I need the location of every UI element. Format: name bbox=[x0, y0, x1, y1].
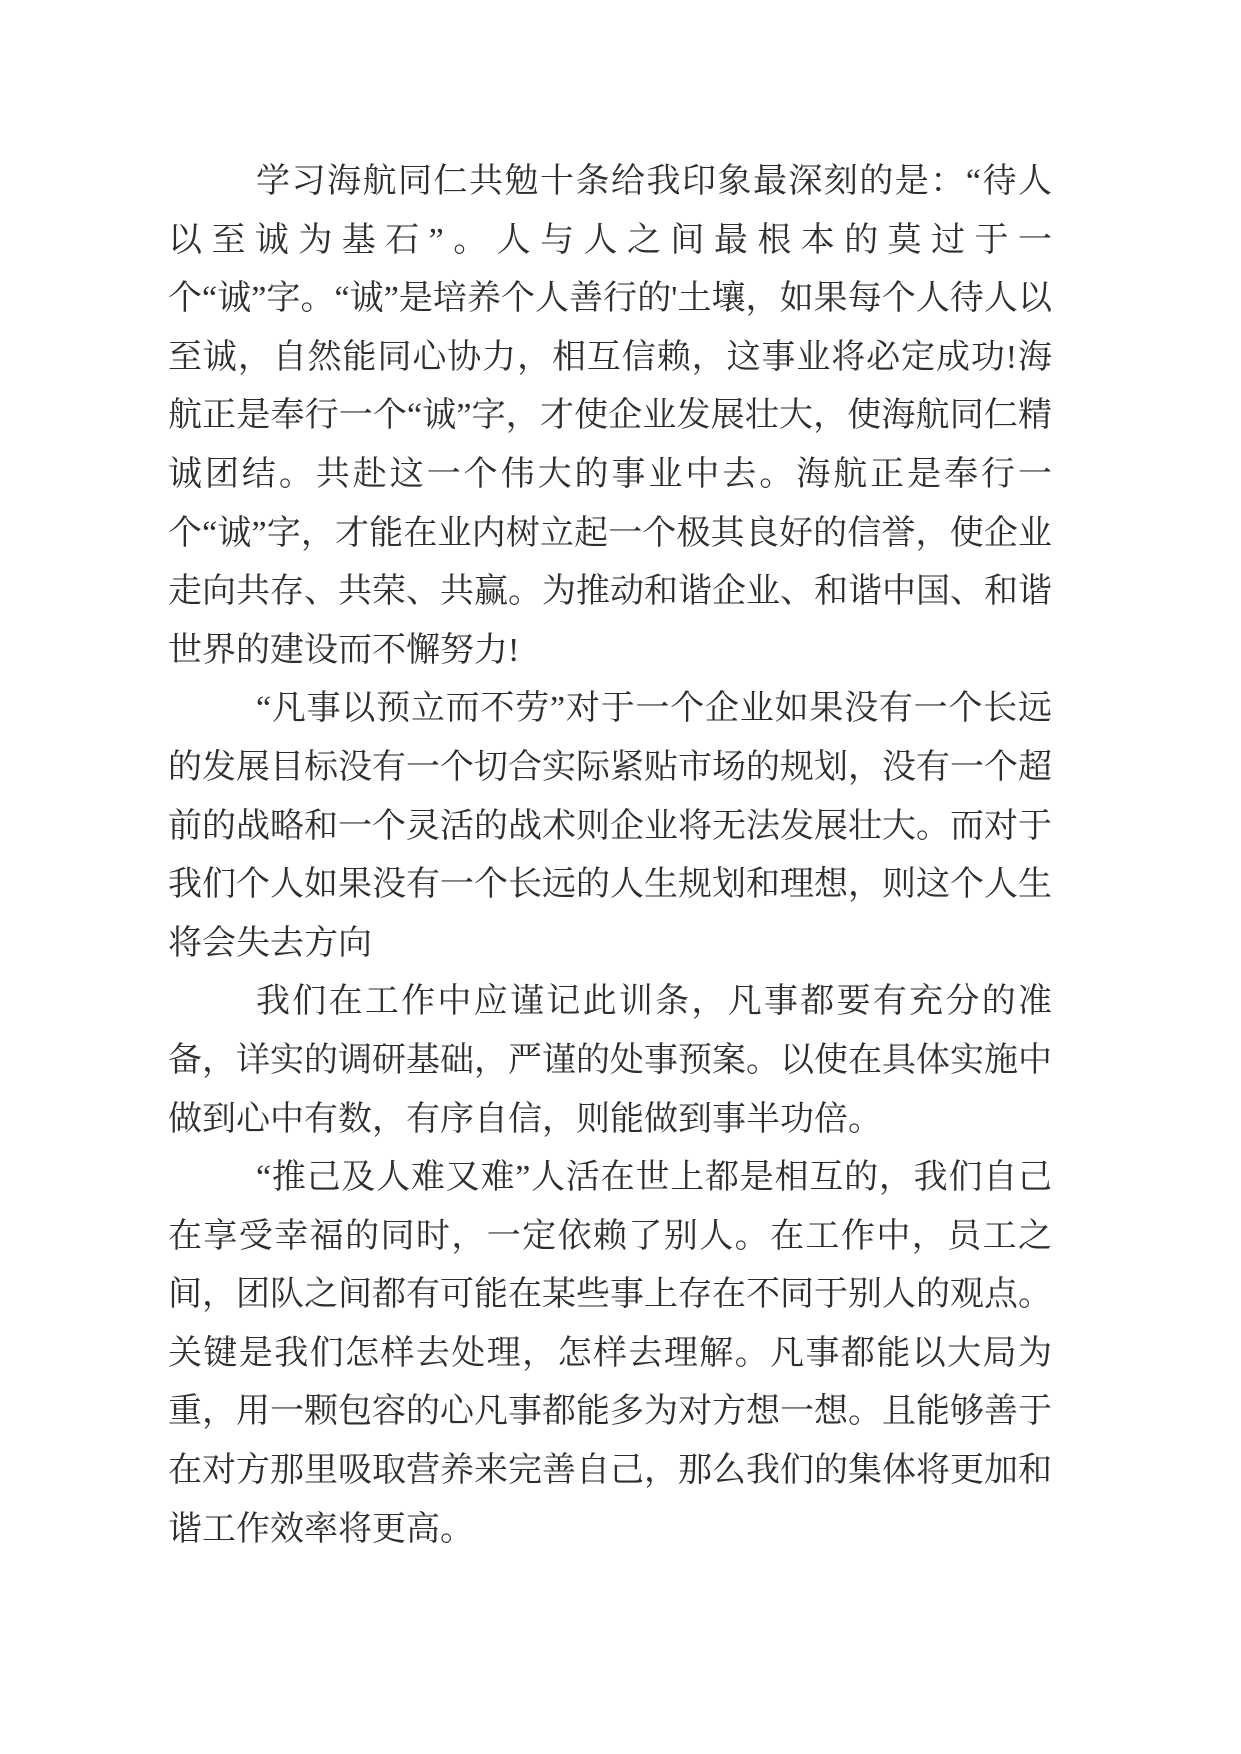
paragraph-2: “凡事以预立而不劳”对于一个企业如果没有一个长远的发展目标没有一个切合实际紧贴市场的规划，没有一个超前的战略和一个灵活的战术则企业将无法发展壮大。而对于我们个人如果没有一个长远的人生规划和理想，则这个人生将会失去方向 bbox=[168, 690, 1052, 962]
paragraph-4: “推己及人难又难”人活在世上都是相互的，我们自己在享受幸福的同时，一定依赖了别人。在工作中，员工之间，团队之间都有可能在某些事上存在不同于别人的观点。关键是我们怎样去处理，怎样去理解。凡事都能以大局为重，用一颗包容的心凡事都能多为对方想一想。且能够善于在对方那里吸取营养来完善自己，那么我们的集体将更加和谐工作效率将更高。 bbox=[168, 1159, 1052, 1548]
paragraph-3: 我们在工作中应谨记此训条，凡事都要有充分的准备，详实的调研基础，严谨的处事预案。以使在具体实施中做到心中有数，有序自信，则能做到事半功倍。 bbox=[168, 983, 1052, 1138]
paragraph-1: 学习海航同仁共勉十条给我印象最深刻的是：“待人以至诚为基石”。人与人之间最根本的莫过于一个“诚”字。“诚”是培养个人善行的'土壤，如果每个人待人以至诚，自然能同心协力，相互信赖，这事业将必定成功!海航正是奉行一个“诚”字，才使企业发展壮大，使海航同仁精诚团结。共赴这一个伟大的事业中去。海航正是奉行一个“诚”字，才能在业内树立起一个极其良好的信誉，使企业走向共存、共荣、共赢。为推动和谐企业、和谐中国、和谐世界的建设而不懈努力! bbox=[168, 163, 1052, 669]
document-body bbox=[168, 153, 1052, 1559]
